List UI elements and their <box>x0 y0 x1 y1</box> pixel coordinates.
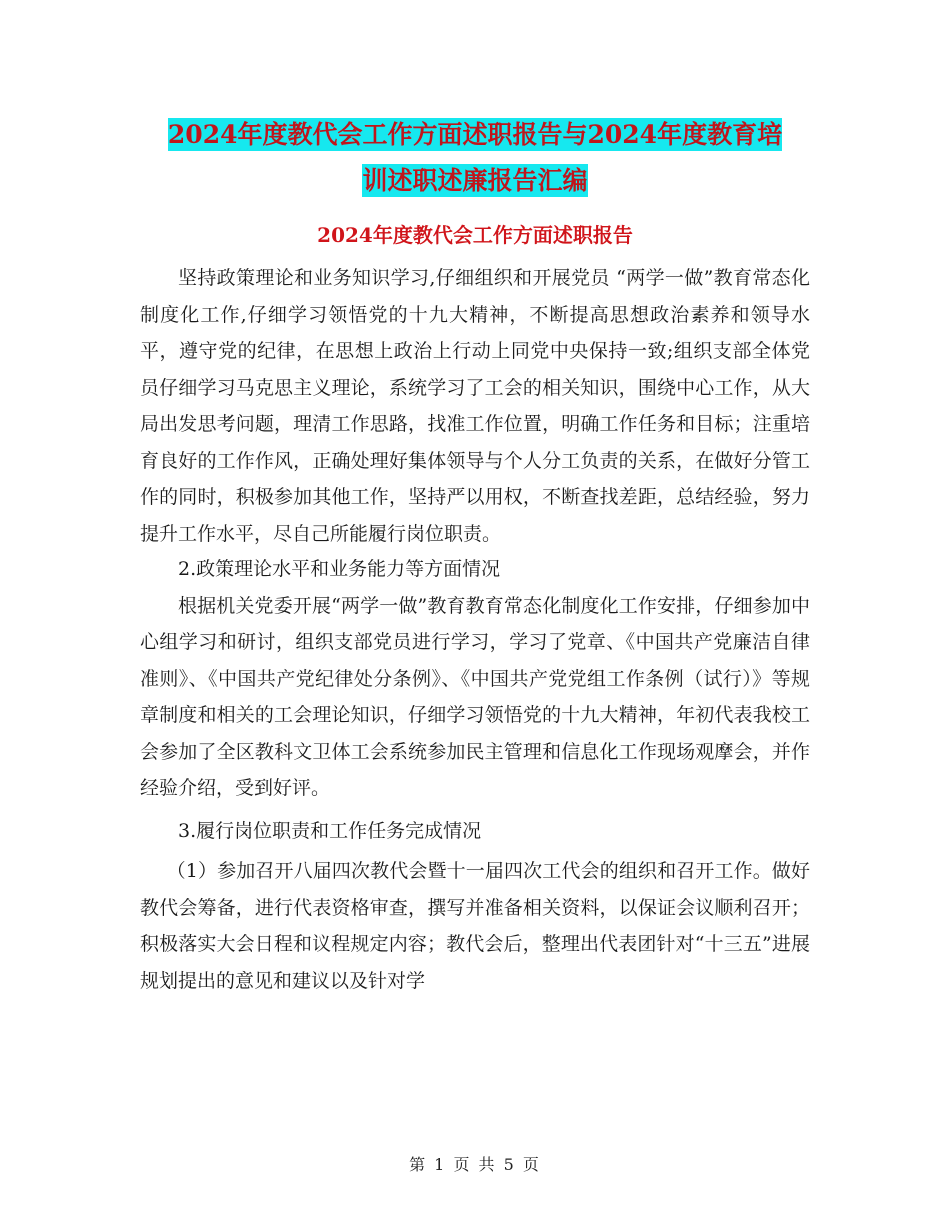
document-title-line-2: 训述职述廉报告汇编 <box>362 166 588 195</box>
section-title: 2024年度教代会工作方面述职报告 <box>317 223 633 247</box>
subheading: 2.政策理论水平和业务能力等方面情况 <box>178 558 501 580</box>
document-title <box>140 112 810 204</box>
paragraph: （1）参加召开八届四次教代会暨十一届四次工代会的组织和召开工作。做好教代会筹备，进行代表资格审查，撰写并准备相关资料，以保证会议顺利召开；积极落实大会日程和议程规定内容；教代会后，整理出代表团针对“十三五”进展规划提出的意见和建议以及针对学 <box>140 860 810 992</box>
paragraph: 坚持政策理论和业务知识学习,仔细组织和开展党员 “两学一做”教育常态化制度化工作,仔细学习领悟党的十九大精神，不断提高思想政治素养和领导水平，遵守党的纪律，在思想上政治上行动上同党中央保持一致;组织支部全体党员仔细学习马克思主义理论，系统学习了工会的相关知识，围绕中心工作，从大局出发思考问题，理清工作思路，找准工作位置，明确工作任务和目标；注重培育良好的工作作风，正确处理好集体领导与个人分工负责的关系，在做好分管工作的同时，积极参加其他工作，坚持严以用权，不断查找差距，总结经验，努力提升工作水平，尽自己所能履行岗位职责。 <box>140 267 810 545</box>
paragraph: 根据机关党委开展“两学一做”教育教育常态化制度化工作安排，仔细参加中心组学习和研讨，组织支部党员进行学习，学习了党章、《中国共产党廉洁自律准则》、《中国共产党纪律处分条例》、《中国共产党党组工作条例（试行）》等规章制度和相关的工会理论知识，仔细学习领悟党的十九大精神，年初代表我校工会参加了全区教科文卫体工会系统参加民主管理和信息化工作现场观摩会，并作经验介绍，受到好评。 <box>140 594 810 799</box>
page-number: 第 1 页 共 5 页 <box>409 1155 541 1174</box>
subheading: 3.履行岗位职责和工作任务完成情况 <box>178 819 482 842</box>
document-title-line-1: 2024年度教代会工作方面述职报告与2024年度教育培 <box>167 120 783 149</box>
document-body <box>140 260 810 999</box>
